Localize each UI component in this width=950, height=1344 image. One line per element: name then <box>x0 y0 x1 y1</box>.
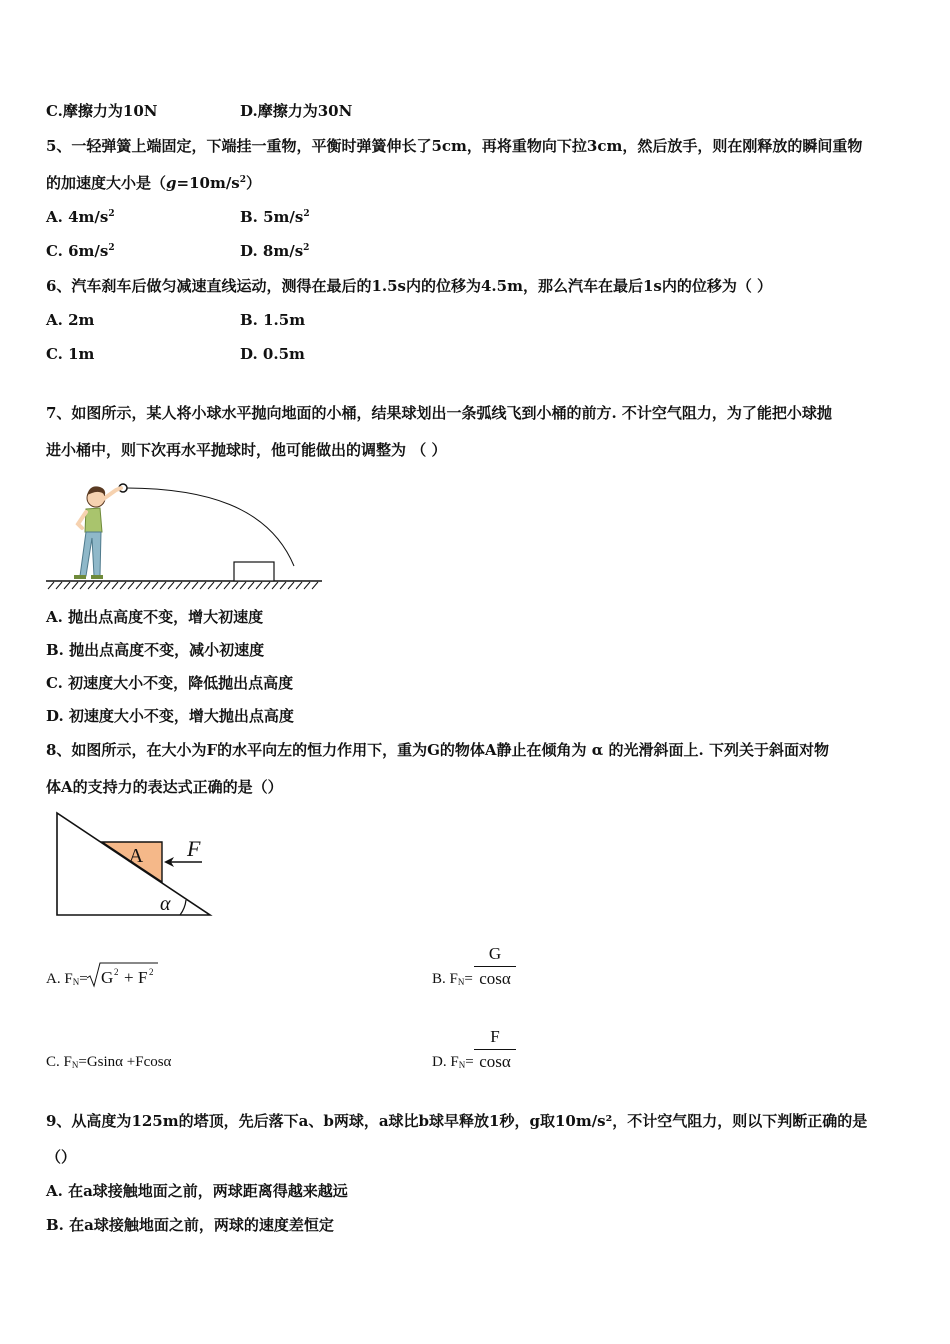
q7-throw-figure <box>44 476 326 596</box>
q7-option-a: A. 抛出点高度不变，增大初速度 <box>46 608 264 626</box>
q5-option-b: B. $5m/s^2$ <box>240 208 310 226</box>
q9-option-a: A. 在a球接触地面之前，两球距离得越来越远 <box>46 1182 348 1200</box>
bucket <box>234 562 274 581</box>
q9-option-b: B. 在a球接触地面之前，两球的速度差恒定 <box>46 1216 334 1234</box>
q8-stem-line1: 8、如图所示，在大小为F的水平向左的恒力作用下，重为G的物体A静止在倾角为 α 的光滑斜面上. 下列关于斜面对物 <box>46 741 829 759</box>
q8-stem-line2: 体A的支持力的表达式正确的是（） <box>46 778 283 796</box>
q7-option-c: C. 初速度大小不变，降低抛出点高度 <box>46 674 294 692</box>
q8-option-d-fraction: F cosα <box>474 1027 516 1072</box>
q5-stem-line1: 5、一轻弹簧上端固定，下端挂一重物，平衡时弹簧伸长了5cm，再将重物向下拉3cm，然后放手，则在刚释放的瞬间重物 <box>46 137 863 155</box>
q9-stem-line2: （） <box>46 1148 77 1166</box>
q5-option-d: D. $8m/s^2$ <box>240 242 310 260</box>
svg-text:F: F <box>138 968 148 987</box>
q7-option-d: D. 初速度大小不变，增大抛出点高度 <box>46 707 294 725</box>
svg-text:G: G <box>101 968 114 987</box>
q6-option-b: B. 1.5m <box>240 311 306 329</box>
ground-hatching <box>48 582 318 589</box>
q5-option-c: C. $6m/s^2$ <box>46 242 115 260</box>
q9-stem-line1: 9、从高度为125m的塔顶，先后落下a、b两球，a球比b球早释放1秒，g取10m/s²，不计空气阻力，则以下判断正确的是 <box>46 1112 868 1130</box>
force-label: F <box>187 836 201 861</box>
q8-option-b-fraction: G cosα <box>474 944 516 989</box>
svg-text:2: 2 <box>114 967 119 977</box>
svg-text:2: 2 <box>149 967 154 977</box>
q6-option-d: D. 0.5m <box>240 345 305 363</box>
block-label: A <box>128 845 144 867</box>
q8-option-d: D. $F_N=$ <box>432 1054 474 1070</box>
person-figure <box>74 486 121 579</box>
q6-option-a: A. 2m <box>46 311 95 329</box>
q5-option-a: A. $4m/s^2$ <box>46 208 115 226</box>
q8-incline-figure <box>52 808 218 920</box>
trajectory-arc <box>124 488 294 566</box>
q8-option-a: A. $F_N=$ <box>46 971 88 987</box>
q7-stem-line1: 7、如图所示，某人将小球水平抛向地面的小桶，结果球划出一条弧线飞到小桶的前方. 不计空气阻力，为了能把小球抛 <box>46 404 832 422</box>
q6-stem: 6、汽车刹车后做匀减速直线运动，测得在最后的1.5s内的位移为4.5m，那么汽车在最后1s内的位移为（ ） <box>46 277 773 295</box>
q4-option-c: C.摩擦力为10N <box>46 102 158 120</box>
svg-text:+: + <box>124 968 134 987</box>
angle-label: α <box>160 893 171 915</box>
q4-option-d: D.摩擦力为30N <box>240 102 353 120</box>
q7-stem-line2: 进小桶中，则下次再水平抛球时，他可能做出的调整为 （ ） <box>46 441 447 459</box>
q7-option-b: B. 抛出点高度不变，减小初速度 <box>46 641 265 659</box>
q5-stem-line2: 的加速度大小是$(g=10m/s^2)$ <box>46 174 262 192</box>
q8-option-a-radical <box>86 960 162 990</box>
q6-option-c: C. 1m <box>46 345 95 363</box>
q8-option-b: B. $F_N=$ <box>432 971 473 987</box>
q8-option-c: C. $F_N=Gsin\alpha +Fcos\alpha$ <box>46 1054 172 1070</box>
